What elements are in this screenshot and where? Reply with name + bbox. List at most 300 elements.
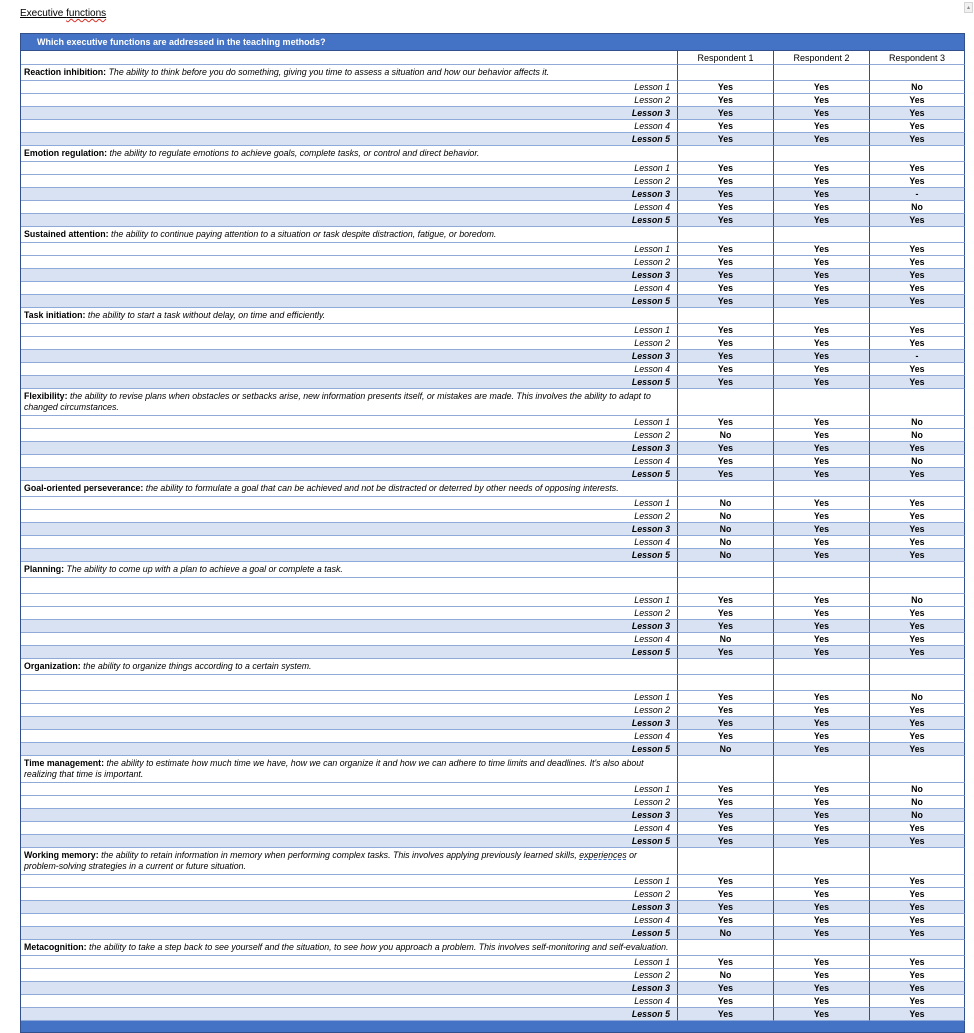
answer-respondent-2: Yes <box>774 783 870 796</box>
empty-cell <box>774 848 870 875</box>
answer-respondent-3: Yes <box>870 743 965 756</box>
answer-respondent-3: Yes <box>870 162 965 175</box>
empty-cell <box>870 562 965 578</box>
answer-respondent-2: Yes <box>774 633 870 646</box>
empty-cell <box>870 227 965 243</box>
answer-respondent-3: Yes <box>870 927 965 940</box>
section-name: Task initiation: <box>24 310 86 320</box>
lesson-label: Lesson 4 <box>21 633 678 646</box>
lesson-row-working-memory-2 <box>21 888 965 901</box>
lesson-label: Lesson 1 <box>21 243 678 256</box>
answer-respondent-3: Yes <box>870 243 965 256</box>
column-header-respondent-1: Respondent 1 <box>678 51 774 65</box>
answer-respondent-1: Yes <box>678 243 774 256</box>
section-description-row-emotion-regulation <box>21 146 965 162</box>
answer-respondent-1: Yes <box>678 120 774 133</box>
section-description-row-sustained-attention <box>21 227 965 243</box>
lesson-label: Lesson 3 <box>21 442 678 455</box>
answer-respondent-1: Yes <box>678 982 774 995</box>
lesson-label: Lesson 5 <box>21 468 678 481</box>
lesson-label: Lesson 1 <box>21 875 678 888</box>
answer-respondent-2: Yes <box>774 1008 870 1021</box>
answer-respondent-2: Yes <box>774 337 870 350</box>
answer-respondent-2: Yes <box>774 324 870 337</box>
answer-respondent-2: Yes <box>774 809 870 822</box>
answer-respondent-2: Yes <box>774 376 870 389</box>
answer-respondent-2: Yes <box>774 888 870 901</box>
section-description-text: the ability to revise plans when obstacles or setbacks arise, new information presents itself, or mistakes are made. This involves the ability to adapt to changed circumstances. <box>24 391 651 412</box>
answer-respondent-2: Yes <box>774 243 870 256</box>
answer-respondent-1: Yes <box>678 107 774 120</box>
lesson-label: Lesson 1 <box>21 81 678 94</box>
lesson-row-planning-2 <box>21 607 965 620</box>
lesson-label: Lesson 2 <box>21 704 678 717</box>
empty-cell <box>774 675 870 691</box>
answer-respondent-3: No <box>870 81 965 94</box>
answer-respondent-3: Yes <box>870 214 965 227</box>
table-bottom-bar-row <box>21 1021 965 1033</box>
lesson-label: Lesson 3 <box>21 809 678 822</box>
section-name: Sustained attention: <box>24 229 109 239</box>
lesson-label: Lesson 3 <box>21 717 678 730</box>
empty-cell <box>870 578 965 594</box>
lesson-label: Lesson 5 <box>21 1008 678 1021</box>
section-description-text: The ability to come up with a plan to achieve a goal or complete a task. <box>66 564 343 574</box>
answer-respondent-3: - <box>870 350 965 363</box>
answer-respondent-2: Yes <box>774 175 870 188</box>
answer-respondent-2: Yes <box>774 743 870 756</box>
section-description-row-task-initiation <box>21 308 965 324</box>
answer-respondent-1: No <box>678 497 774 510</box>
answer-respondent-1: Yes <box>678 350 774 363</box>
table-question-row <box>21 34 965 51</box>
answer-respondent-3: Yes <box>870 269 965 282</box>
answer-respondent-3: No <box>870 201 965 214</box>
section-description-text: or problem-solving strategies in a current or future situation. <box>24 850 637 871</box>
lesson-row-time-management-2 <box>21 796 965 809</box>
answer-respondent-2: Yes <box>774 282 870 295</box>
empty-cell <box>678 308 774 324</box>
lesson-row-task-initiation-5 <box>21 376 965 389</box>
answer-respondent-1: Yes <box>678 94 774 107</box>
answer-respondent-2: Yes <box>774 201 870 214</box>
answer-respondent-2: Yes <box>774 927 870 940</box>
lesson-row-metacognition-3 <box>21 982 965 995</box>
empty-cell <box>678 756 774 783</box>
answer-respondent-2: Yes <box>774 188 870 201</box>
answer-respondent-1: Yes <box>678 162 774 175</box>
lesson-label: Lesson 2 <box>21 796 678 809</box>
lesson-row-metacognition-1 <box>21 956 965 969</box>
section-name: Goal-oriented perseverance: <box>24 483 144 493</box>
section-description-row-flexibility <box>21 389 965 416</box>
lesson-label: Lesson 4 <box>21 201 678 214</box>
answer-respondent-3: Yes <box>870 120 965 133</box>
empty-cell <box>774 756 870 783</box>
scrollbar-up-icon[interactable]: ▴ <box>964 2 973 13</box>
lesson-label: Lesson 1 <box>21 783 678 796</box>
answer-respondent-3: Yes <box>870 175 965 188</box>
section-description-cell <box>21 848 678 875</box>
lesson-label: Lesson 5 <box>21 295 678 308</box>
answer-respondent-2: Yes <box>774 995 870 1008</box>
empty-cell <box>870 848 965 875</box>
section-description-cell <box>21 659 678 675</box>
empty-cell <box>774 146 870 162</box>
lesson-row-organization-3 <box>21 717 965 730</box>
lesson-label: Lesson 2 <box>21 510 678 523</box>
answer-respondent-3: Yes <box>870 633 965 646</box>
empty-cell <box>870 65 965 81</box>
answer-respondent-2: Yes <box>774 594 870 607</box>
section-description-text: the ability to organize things according to a certain system. <box>83 661 312 671</box>
answer-respondent-3: Yes <box>870 1008 965 1021</box>
answer-respondent-3: Yes <box>870 133 965 146</box>
lesson-label: Lesson 3 <box>21 350 678 363</box>
lesson-label: Lesson 2 <box>21 888 678 901</box>
lesson-label: Lesson 2 <box>21 607 678 620</box>
lesson-label: Lesson 4 <box>21 995 678 1008</box>
column-header-respondent-2: Respondent 2 <box>774 51 870 65</box>
empty-cell <box>678 848 774 875</box>
lesson-label: Lesson 5 <box>21 214 678 227</box>
lesson-label: Lesson 3 <box>21 982 678 995</box>
answer-respondent-2: Yes <box>774 607 870 620</box>
answer-respondent-2: Yes <box>774 901 870 914</box>
answer-respondent-2: Yes <box>774 269 870 282</box>
empty-cell <box>774 481 870 497</box>
executive-functions-table <box>20 33 965 1033</box>
lesson-label: Lesson 3 <box>21 188 678 201</box>
section-description-row-goal-oriented-perseverance <box>21 481 965 497</box>
lesson-label: Lesson 1 <box>21 691 678 704</box>
empty-cell <box>870 756 965 783</box>
lesson-row-flexibility-5 <box>21 468 965 481</box>
answer-respondent-3: Yes <box>870 704 965 717</box>
lesson-row-emotion-regulation-4 <box>21 201 965 214</box>
empty-cell <box>678 389 774 416</box>
empty-cell <box>678 562 774 578</box>
answer-respondent-1: No <box>678 969 774 982</box>
lesson-label: Lesson 2 <box>21 256 678 269</box>
section-name: Planning: <box>24 564 65 574</box>
answer-respondent-1: Yes <box>678 783 774 796</box>
answer-respondent-3: Yes <box>870 94 965 107</box>
section-name: Emotion regulation: <box>24 148 108 158</box>
lesson-label: Lesson 4 <box>21 536 678 549</box>
lesson-label: Lesson 4 <box>21 730 678 743</box>
answer-respondent-3: Yes <box>870 982 965 995</box>
lesson-row-reaction-inhibition-5 <box>21 133 965 146</box>
empty-cell <box>678 227 774 243</box>
answer-respondent-3: Yes <box>870 646 965 659</box>
empty-cell <box>774 65 870 81</box>
lesson-label: Lesson 3 <box>21 269 678 282</box>
answer-respondent-1: Yes <box>678 337 774 350</box>
answer-respondent-3: Yes <box>870 607 965 620</box>
answer-respondent-3: Yes <box>870 717 965 730</box>
lesson-row-flexibility-2 <box>21 429 965 442</box>
answer-respondent-1: Yes <box>678 295 774 308</box>
section-description-row-time-management <box>21 756 965 783</box>
lesson-label: Lesson 5 <box>21 646 678 659</box>
answer-respondent-3: Yes <box>870 295 965 308</box>
lesson-row-reaction-inhibition-1 <box>21 81 965 94</box>
lesson-label: Lesson 1 <box>21 594 678 607</box>
empty-cell <box>870 675 965 691</box>
answer-respondent-1: Yes <box>678 809 774 822</box>
answer-respondent-2: Yes <box>774 691 870 704</box>
lesson-label: Lesson 4 <box>21 914 678 927</box>
answer-respondent-2: Yes <box>774 94 870 107</box>
lesson-row-sustained-attention-1 <box>21 243 965 256</box>
lesson-label: Lesson 4 <box>21 120 678 133</box>
answer-respondent-2: Yes <box>774 455 870 468</box>
answer-respondent-2: Yes <box>774 214 870 227</box>
answer-respondent-1: Yes <box>678 468 774 481</box>
title-word-functions-spellcheck: functions <box>66 8 107 19</box>
section-spacer-row <box>21 578 965 594</box>
answer-respondent-2: Yes <box>774 982 870 995</box>
lesson-row-organization-5 <box>21 743 965 756</box>
lesson-row-metacognition-4 <box>21 995 965 1008</box>
lesson-row-sustained-attention-4 <box>21 282 965 295</box>
answer-respondent-2: Yes <box>774 796 870 809</box>
lesson-row-goal-oriented-perseverance-2 <box>21 510 965 523</box>
lesson-row-task-initiation-3 <box>21 350 965 363</box>
answer-respondent-1: Yes <box>678 442 774 455</box>
lesson-row-goal-oriented-perseverance-4 <box>21 536 965 549</box>
answer-respondent-1: Yes <box>678 646 774 659</box>
lesson-row-emotion-regulation-2 <box>21 175 965 188</box>
answer-respondent-2: Yes <box>774 835 870 848</box>
lesson-row-sustained-attention-3 <box>21 269 965 282</box>
answer-respondent-1: Yes <box>678 796 774 809</box>
answer-respondent-1: Yes <box>678 324 774 337</box>
section-description-row-planning <box>21 562 965 578</box>
empty-cell <box>774 308 870 324</box>
answer-respondent-1: Yes <box>678 133 774 146</box>
section-description-text: the ability to continue paying attention to a situation or task despite distraction, fatigue, or boredom. <box>111 229 497 239</box>
answer-respondent-3: No <box>870 691 965 704</box>
answer-respondent-3: Yes <box>870 337 965 350</box>
empty-cell <box>774 578 870 594</box>
section-name: Reaction inhibition: <box>24 67 107 77</box>
lesson-label: Lesson 1 <box>21 497 678 510</box>
lesson-row-reaction-inhibition-3 <box>21 107 965 120</box>
answer-respondent-3: Yes <box>870 914 965 927</box>
lesson-row-emotion-regulation-5 <box>21 214 965 227</box>
answer-respondent-1: Yes <box>678 376 774 389</box>
answer-respondent-3: Yes <box>870 835 965 848</box>
answer-respondent-1: Yes <box>678 956 774 969</box>
lesson-row-goal-oriented-perseverance-1 <box>21 497 965 510</box>
answer-respondent-1: Yes <box>678 269 774 282</box>
lesson-label: Lesson 4 <box>21 363 678 376</box>
section-description-row-reaction-inhibition <box>21 65 965 81</box>
empty-cell <box>774 659 870 675</box>
lesson-row-metacognition-5 <box>21 1008 965 1021</box>
answer-respondent-1: Yes <box>678 594 774 607</box>
answer-respondent-2: Yes <box>774 468 870 481</box>
empty-cell <box>678 940 774 956</box>
answer-respondent-2: Yes <box>774 822 870 835</box>
answer-respondent-3: Yes <box>870 468 965 481</box>
answer-respondent-1: No <box>678 536 774 549</box>
empty-cell <box>678 65 774 81</box>
empty-cell <box>774 940 870 956</box>
answer-respondent-2: Yes <box>774 442 870 455</box>
empty-cell <box>870 481 965 497</box>
section-description-cell <box>21 389 678 416</box>
empty-cell <box>870 308 965 324</box>
answer-respondent-3: Yes <box>870 969 965 982</box>
answer-respondent-1: Yes <box>678 607 774 620</box>
answer-respondent-1: Yes <box>678 730 774 743</box>
section-description-text: the ability to estimate how much time we have, how we can organize it and how we can adhere to time limits and deadlines. It's also about realizing that time is important. <box>24 758 644 779</box>
answer-respondent-2: Yes <box>774 81 870 94</box>
answer-respondent-1: No <box>678 523 774 536</box>
lesson-label: Lesson 1 <box>21 416 678 429</box>
answer-respondent-2: Yes <box>774 875 870 888</box>
lesson-label: Lesson 4 <box>21 822 678 835</box>
answer-respondent-1: Yes <box>678 620 774 633</box>
lesson-row-working-memory-4 <box>21 914 965 927</box>
answer-respondent-3: Yes <box>870 497 965 510</box>
empty-cell <box>870 146 965 162</box>
lesson-row-planning-3 <box>21 620 965 633</box>
answer-respondent-3: Yes <box>870 822 965 835</box>
answer-respondent-3: Yes <box>870 995 965 1008</box>
answer-respondent-3: Yes <box>870 536 965 549</box>
answer-respondent-1: No <box>678 549 774 562</box>
empty-cell <box>678 659 774 675</box>
answer-respondent-1: Yes <box>678 256 774 269</box>
section-description-text: the ability to formulate a goal that can be achieved and not be distracted or deterred by other needs of opposing interests. <box>145 483 619 493</box>
answer-respondent-1: Yes <box>678 704 774 717</box>
section-description-text: the ability to start a task without delay, on time and efficiently. <box>87 310 326 320</box>
lesson-label: Lesson 3 <box>21 620 678 633</box>
lesson-row-reaction-inhibition-2 <box>21 94 965 107</box>
answer-respondent-2: Yes <box>774 256 870 269</box>
empty-cell <box>678 675 774 691</box>
answer-respondent-2: Yes <box>774 107 870 120</box>
section-name: Time management: <box>24 758 105 768</box>
answer-respondent-2: Yes <box>774 620 870 633</box>
answer-respondent-1: Yes <box>678 822 774 835</box>
answer-respondent-1: Yes <box>678 691 774 704</box>
answer-respondent-2: Yes <box>774 510 870 523</box>
lesson-row-time-management-1 <box>21 783 965 796</box>
lesson-label: Lesson 2 <box>21 969 678 982</box>
empty-cell <box>870 659 965 675</box>
lesson-label: Lesson 3 <box>21 901 678 914</box>
answer-respondent-3: Yes <box>870 956 965 969</box>
empty-cell <box>774 389 870 416</box>
answer-respondent-3: No <box>870 783 965 796</box>
document-title-text <box>20 8 106 19</box>
lesson-row-time-management-3 <box>21 809 965 822</box>
section-description-row-organization <box>21 659 965 675</box>
answer-respondent-2: Yes <box>774 969 870 982</box>
lesson-row-working-memory-1 <box>21 875 965 888</box>
empty-cell <box>678 481 774 497</box>
lesson-row-task-initiation-2 <box>21 337 965 350</box>
lesson-label: Lesson 5 <box>21 549 678 562</box>
lesson-row-organization-2 <box>21 704 965 717</box>
empty-cell <box>21 578 678 594</box>
lesson-row-task-initiation-4 <box>21 363 965 376</box>
lesson-row-task-initiation-1 <box>21 324 965 337</box>
section-description-grammar-flagged-word: experiences <box>579 850 627 860</box>
answer-respondent-3: Yes <box>870 442 965 455</box>
answer-respondent-3: Yes <box>870 875 965 888</box>
answer-respondent-1: No <box>678 743 774 756</box>
answer-respondent-2: Yes <box>774 646 870 659</box>
corner-cell <box>21 51 678 65</box>
document-title <box>20 8 965 19</box>
answer-respondent-1: Yes <box>678 455 774 468</box>
answer-respondent-1: Yes <box>678 416 774 429</box>
lesson-label: Lesson 1 <box>21 324 678 337</box>
lesson-row-flexibility-1 <box>21 416 965 429</box>
lesson-label: Lesson 1 <box>21 162 678 175</box>
answer-respondent-2: Yes <box>774 730 870 743</box>
lesson-label: Lesson 5 <box>21 743 678 756</box>
answer-respondent-1: No <box>678 429 774 442</box>
answer-respondent-2: Yes <box>774 295 870 308</box>
answer-respondent-2: Yes <box>774 536 870 549</box>
lesson-label: Lesson 5 <box>21 927 678 940</box>
answer-respondent-3: No <box>870 809 965 822</box>
answer-respondent-2: Yes <box>774 497 870 510</box>
section-spacer-row <box>21 675 965 691</box>
answer-respondent-3: Yes <box>870 282 965 295</box>
lesson-row-flexibility-4 <box>21 455 965 468</box>
lesson-row-goal-oriented-perseverance-3 <box>21 523 965 536</box>
answer-respondent-3: Yes <box>870 256 965 269</box>
answer-respondent-1: Yes <box>678 717 774 730</box>
lesson-label: Lesson 3 <box>21 523 678 536</box>
answer-respondent-3: No <box>870 796 965 809</box>
column-header-respondent-3: Respondent 3 <box>870 51 965 65</box>
lesson-row-flexibility-3 <box>21 442 965 455</box>
answer-respondent-1: No <box>678 927 774 940</box>
lesson-label: Lesson 2 <box>21 429 678 442</box>
lesson-row-organization-4 <box>21 730 965 743</box>
table-question: Which executive functions are addressed in the teaching methods? <box>21 34 965 51</box>
answer-respondent-1: Yes <box>678 175 774 188</box>
section-description-cell <box>21 308 678 324</box>
answer-respondent-2: Yes <box>774 363 870 376</box>
section-description-cell <box>21 481 678 497</box>
section-description-cell <box>21 756 678 783</box>
section-name: Flexibility: <box>24 391 68 401</box>
lesson-row-emotion-regulation-3 <box>21 188 965 201</box>
answer-respondent-1: Yes <box>678 81 774 94</box>
lesson-row-emotion-regulation-1 <box>21 162 965 175</box>
lesson-label: Lesson 5 <box>21 835 678 848</box>
empty-cell <box>870 940 965 956</box>
lesson-row-goal-oriented-perseverance-5 <box>21 549 965 562</box>
answer-respondent-3: - <box>870 188 965 201</box>
answer-respondent-1: No <box>678 510 774 523</box>
title-word-executive: Executive <box>20 8 67 19</box>
section-description-cell <box>21 940 678 956</box>
answer-respondent-1: Yes <box>678 835 774 848</box>
empty-cell <box>678 578 774 594</box>
answer-respondent-1: Yes <box>678 1008 774 1021</box>
